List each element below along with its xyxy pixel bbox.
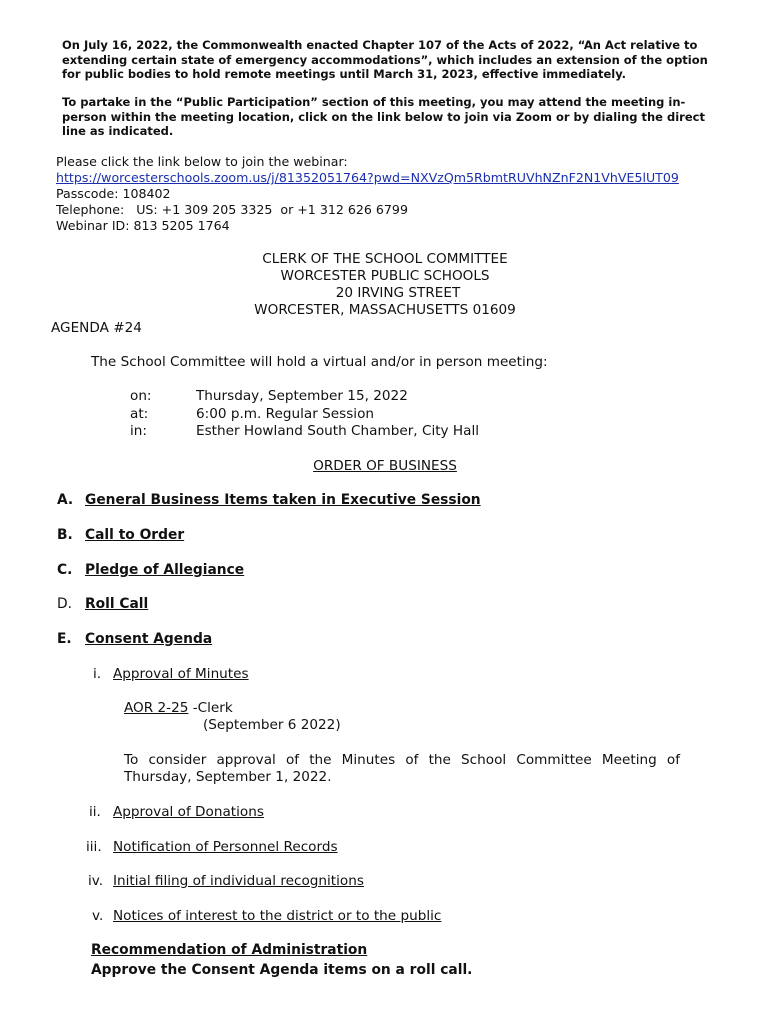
consent-iv-text: Initial filing of individual recognitions [113,873,364,889]
meeting-date-value: Thursday, September 15, 2022 [196,388,408,404]
consent-i-text: Approval of Minutes [113,666,249,682]
meeting-time-row [130,406,479,424]
meeting-time-value: 6:00 p.m. Regular Session [196,405,375,422]
consent-item-iv [88,873,364,889]
item-c-letter: C. [57,562,73,578]
header-schools: WORCESTER PUBLIC SCHOOLS [280,268,490,284]
item-d-letter: D. [57,596,73,612]
header-street: 20 IRVING STREET [335,285,461,301]
zoom-webinar-link[interactable]: https://worcesterschools.zoom.us/j/81352051764?pwd=NXVzQm5RbmtRUVhNZnF2N1VhVE5lUT09 [56,170,679,185]
agenda-item-a [57,492,481,508]
meeting-date-row [130,388,479,406]
participation-notice-paragraph: To partake in the “Public Participation” section of this meeting, you may attend the meeting in-person within the meeting location, click on the link below to join via Zoom or by dialing the direct line as indicated. [62,95,705,138]
meeting-time-label: at: [130,405,149,422]
consent-item-v [92,908,441,924]
webinar-telephone: Telephone: US: +1 309 205 3325 or +1 312 626 6799 [56,202,408,217]
aor-date: (September 6 2022) [203,717,341,733]
header-clerk: CLERK OF THE SCHOOL COMMITTEE [262,251,508,267]
order-of-business-heading: ORDER OF BUSINESS [313,458,457,474]
agenda-number: AGENDA #24 [51,320,142,336]
item-b-text: Call to Order [85,527,185,543]
agenda-item-d [57,596,148,612]
item-d-text: Roll Call [85,596,149,612]
consent-item-iii [86,839,338,855]
webinar-id: Webinar ID: 813 5205 1764 [56,218,230,233]
agenda-item-c [57,562,244,578]
consent-ii-text: Approval of Donations [113,804,264,820]
item-b-letter: B. [57,527,73,543]
item-e-letter: E. [57,631,72,647]
item-a-text: General Business Items taken in Executive Session [85,492,481,508]
agenda-item-b [57,527,184,543]
covid-notice-paragraph: On July 16, 2022, the Commonwealth enacted Chapter 107 of the Acts of 2022, “An Act relative to extending certain state of emergency accommodations”, which includes an extension of the option for public bodies to hold remote meetings until March 31, 2023, effective immediately. [62,38,708,81]
meeting-details [130,388,479,441]
consent-item-i [93,666,249,682]
item-c-text: Pledge of Allegiance [85,562,245,578]
consent-iii-number: iii. [86,839,102,855]
webinar-passcode: Passcode: 108402 [56,186,171,201]
meeting-date-label: on: [130,388,152,404]
webinar-intro: Please click the link below to join the webinar: [56,154,348,169]
header-city: WORCESTER, MASSACHUSETTS 01609 [254,302,516,318]
meeting-intro: The School Committee will hold a virtual and/or in person meeting: [91,354,548,370]
webinar-info [56,154,679,234]
consent-iii-text: Notification of Personnel Records [113,839,338,855]
consent-v-number: v. [92,908,104,924]
meeting-location-label: in: [130,423,147,439]
item-a-letter: A. [57,492,74,508]
aor-line [124,700,233,716]
aor-code: AOR 2-25 [124,700,189,716]
meeting-location-row [130,423,479,441]
consent-v-text: Notices of interest to the district or to the public [113,908,442,924]
aor-clerk: -Clerk [188,700,233,716]
consent-item-ii [89,804,264,820]
consent-iv-number: iv. [88,873,104,889]
consent-ii-number: ii. [89,804,101,820]
recommendation-title: Recommendation of Administration [91,942,368,958]
item-e-text: Consent Agenda [85,631,213,647]
recommendation-text: Approve the Consent Agenda items on a roll call. [91,962,473,978]
aor-description: To consider approval of the Minutes of the School Committee Meeting of Thursday, September 1, 2022. [124,752,680,785]
meeting-location-value: Esther Howland South Chamber, City Hall [196,423,480,439]
agenda-item-e [57,631,212,647]
consent-i-number: i. [93,666,102,682]
